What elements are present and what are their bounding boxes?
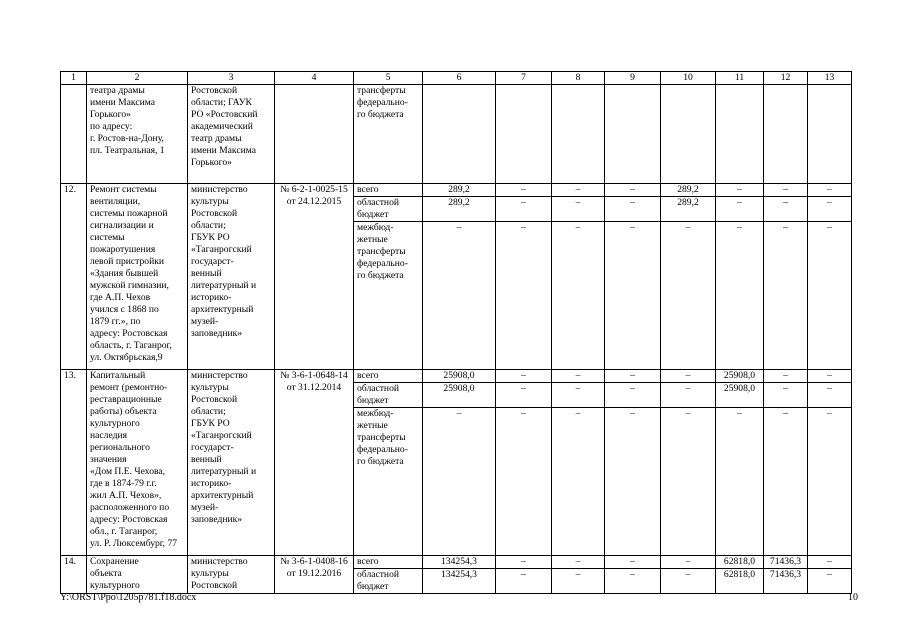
header-cell: 9 [605, 72, 661, 85]
funding-source: всего [354, 556, 423, 569]
object-name: театра драмы имени Максима Горького» по адресу: г. Ростов-на-Дону, пл. Театральная, 1 [87, 85, 188, 184]
value-cell: 25908,0 [423, 370, 496, 383]
table-row [61, 370, 852, 383]
table-row [61, 556, 852, 569]
header-cell: 11 [716, 72, 764, 85]
value-cell: 25908,0 [716, 383, 764, 408]
value-cell: – [423, 222, 496, 370]
table-row [61, 85, 852, 184]
value-cell: – [605, 569, 661, 594]
value-cell: – [764, 370, 808, 383]
header-cell: 4 [275, 72, 354, 85]
value-cell: – [496, 408, 552, 556]
object-name: Ремонт системы вентиляции, системы пожарной сигнализации и системы пожаротушения левой пристройки «Здания бывшей мужской гимназии, где А.П. Чехов учился с 1868 по 1879 гг.», по адресу: Ростовская область, г. Таганрог, ул. Октябрьская,9 [87, 184, 188, 370]
header-cell: 2 [87, 72, 188, 85]
value-cell: – [605, 222, 661, 370]
header-cell: 12 [764, 72, 808, 85]
value-cell: – [496, 184, 552, 197]
value-cell: – [808, 197, 852, 222]
organization: министерство культуры Ростовской [188, 556, 275, 594]
row-number: 14. [61, 556, 87, 594]
value-cell: 71436,3 [764, 556, 808, 569]
funding-source: областной бюджет [354, 197, 423, 222]
value-cell: – [496, 556, 552, 569]
value-cell: – [764, 408, 808, 556]
value-cell: 289,2 [423, 197, 496, 222]
table-row [61, 184, 852, 197]
value-cell: – [764, 197, 808, 222]
funding-source: межбюд- жетные трансферты федерально- го бюджета [354, 222, 423, 370]
file-path: Y:\ORST\Ppo\1205p781.f18.docx [60, 592, 197, 603]
value-cell: 134254,3 [423, 569, 496, 594]
organization: министерство культуры Ростовской области; ГБУК РО «Таганрогский государст- венный литературный и историко- архитектурный музей- заповедник» [188, 370, 275, 556]
header-cell: 13 [808, 72, 852, 85]
object-name: Сохранение объекта культурного [87, 556, 188, 594]
value-cell: – [552, 556, 605, 569]
value-cell: – [661, 556, 716, 569]
value-cell: – [808, 569, 852, 594]
value-cell: – [661, 408, 716, 556]
value-cell: – [605, 370, 661, 383]
value-cell: – [716, 408, 764, 556]
header-cell: 1 [61, 72, 87, 85]
value-cell: – [661, 569, 716, 594]
value-cell: – [552, 383, 605, 408]
program-table [60, 71, 852, 594]
organization: Ростовской области; ГАУК РО «Ростовский академический театр драмы имени Максима Горького» [188, 85, 275, 184]
value-cell: – [605, 556, 661, 569]
value-cell: 134254,3 [423, 556, 496, 569]
row-number [61, 85, 87, 184]
value-cell: – [552, 197, 605, 222]
header-cell: 8 [552, 72, 605, 85]
value-cell: – [496, 569, 552, 594]
funding-source: областной бюджет [354, 569, 423, 594]
value-cell: – [661, 370, 716, 383]
document-ref: № 6-2-1-0025-15 от 24.12.2015 [275, 184, 354, 370]
value-cell: – [764, 222, 808, 370]
document-ref [275, 85, 354, 184]
value-cell: – [764, 383, 808, 408]
funding-source: областной бюджет [354, 383, 423, 408]
page-number: 10 [848, 592, 858, 603]
funding-source: всего [354, 370, 423, 383]
value-cell: – [605, 197, 661, 222]
value-cell: – [808, 222, 852, 370]
value-cell: – [496, 383, 552, 408]
value-cell: – [423, 408, 496, 556]
funding-source: трансферты федерально- го бюджета [354, 85, 423, 184]
value-cell: – [716, 222, 764, 370]
value-cell: – [552, 408, 605, 556]
value-cell: – [496, 370, 552, 383]
value-cell: – [716, 197, 764, 222]
value-cell: 289,2 [661, 197, 716, 222]
value-cell: – [496, 197, 552, 222]
value-cell: – [716, 184, 764, 197]
value-cell: – [552, 184, 605, 197]
header-cell: 5 [354, 72, 423, 85]
value-cell: – [605, 184, 661, 197]
value-cell: 62818,0 [716, 569, 764, 594]
value-cell: 289,2 [423, 184, 496, 197]
header-row [61, 72, 852, 85]
header-cell: 10 [661, 72, 716, 85]
value-cell: – [764, 184, 808, 197]
value-cell: – [552, 569, 605, 594]
value-cell: – [661, 383, 716, 408]
value-cell: 71436,3 [764, 569, 808, 594]
row-number: 12. [61, 184, 87, 370]
value-cell: – [661, 222, 716, 370]
organization: министерство культуры Ростовской области; ГБУК РО «Таганрогский государст- венный литературный и историко- архитектурный музей- заповедник» [188, 184, 275, 370]
value-cell: 62818,0 [716, 556, 764, 569]
funding-source: межбюд- жетные трансферты федерально- го бюджета [354, 408, 423, 556]
value-cell: – [496, 222, 552, 370]
value-cell: – [808, 383, 852, 408]
value-cell: 25908,0 [716, 370, 764, 383]
header-cell: 6 [423, 72, 496, 85]
document-ref: № 3-6-1-0408-16 от 19.12.2016 [275, 556, 354, 594]
value-cell: – [808, 408, 852, 556]
header-cell: 3 [188, 72, 275, 85]
value-cell: 25908,0 [423, 383, 496, 408]
value-cell: – [605, 408, 661, 556]
value-cell: – [808, 556, 852, 569]
value-cell: – [552, 370, 605, 383]
value-cell: – [808, 184, 852, 197]
value-cell: – [605, 383, 661, 408]
object-name: Капитальный ремонт (ремонтно- реставрационные работы) объекта культурного наследия регионального значения «Дом П.Е. Чехова, где в 1874-79 г.г. жил А.П. Чехов», расположенного по адресу: Ростовская обл., г. Таганрог, ул. Р. Люксембург, 77 [87, 370, 188, 556]
header-cell: 7 [496, 72, 552, 85]
row-number: 13. [61, 370, 87, 556]
value-cell: – [808, 370, 852, 383]
document-ref: № 3-6-1-0648-14 от 31.12.2014 [275, 370, 354, 556]
value-cell: – [552, 222, 605, 370]
funding-source: всего [354, 184, 423, 197]
value-cell: 289,2 [661, 184, 716, 197]
